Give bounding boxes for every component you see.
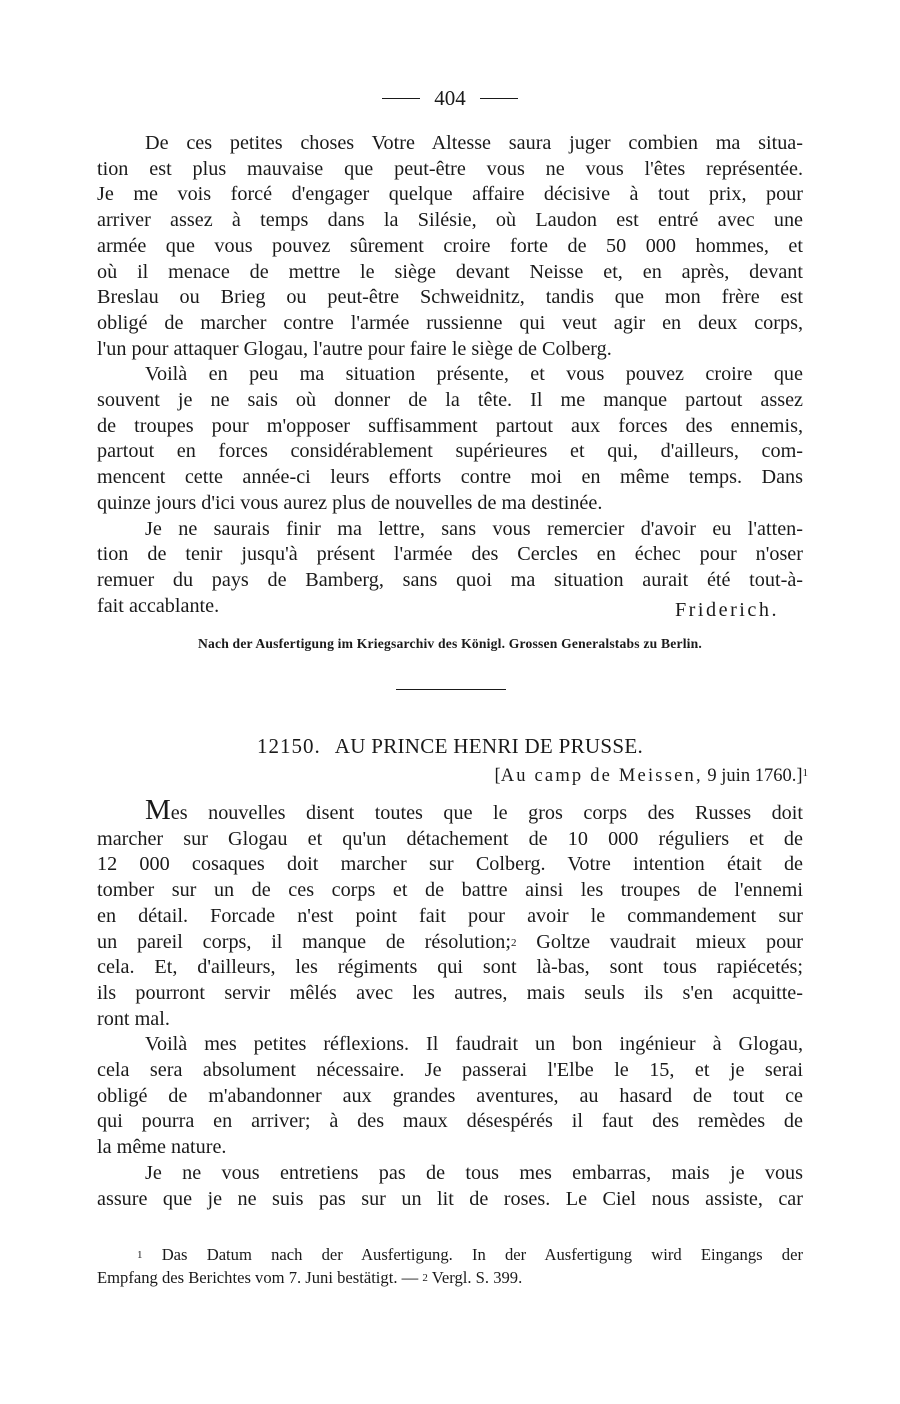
text-line	[97, 794, 803, 827]
signoff-row	[97, 594, 803, 620]
continuation-text	[97, 131, 803, 619]
text-line: où il menace de mettre le siège devant Neisse et, en après, devant	[97, 260, 803, 283]
dateline-date: 9 juin 1760.]	[702, 766, 803, 786]
text-line: tomber sur un de ces corps et de battre ainsi les troupes de l'ennemi	[97, 879, 803, 902]
text-line: cela sera absolument nécessaire. Je passerai l'Elbe le 15, et je serai	[97, 1059, 803, 1082]
text-line: arriver assez à temps dans la Silésie, où Laudon est entré avec une	[97, 209, 803, 232]
text-line: Breslau ou Brieg ou peut-être Schweidnitz, tandis que mon frère est	[97, 286, 803, 309]
letter-heading	[0, 734, 900, 759]
text-line: Je me vois forcé d'engager quelque affaire décisive à tout prix, pour	[97, 183, 803, 206]
text-line: obligé de m'abandonner aux grandes aventures, au hasard de tout ce	[97, 1084, 803, 1107]
page-header	[0, 86, 900, 111]
text-line: Je ne saurais finir ma lettre, sans vous remercier d'avoir eu l'atten-	[145, 517, 803, 540]
text-line: fait accablante.	[97, 594, 220, 617]
letter-body	[97, 794, 803, 1212]
footnote-marker: 1	[802, 767, 808, 779]
text-line: la même nature.	[97, 1136, 227, 1159]
footnote-line	[97, 1266, 803, 1289]
source-note: Nach der Ausfertigung im Kriegsarchiv des Königl. Grossen Generalstabs zu Berlin.	[197, 636, 703, 651]
footnote-marker: 2	[422, 1272, 428, 1284]
text-span: Goltze vaudrait mieux pour	[516, 930, 803, 953]
text-line: en détail. Forcade n'est point fait pour avoir le commandement sur	[97, 904, 803, 927]
text-line: de troupes pour m'opposer suffisamment partout aux forces des ennemis,	[97, 414, 803, 437]
dateline-bracket: [	[494, 766, 501, 786]
text-line: assure que je ne suis pas sur un lit de roses. Le Ciel nous assiste, car	[97, 1187, 803, 1210]
dateline-place: Au camp de Meissen,	[500, 766, 703, 786]
text-line: obligé de marcher contre l'armée russienne qui veut agir en deux corps,	[97, 311, 803, 334]
text-line: 12 000 cosaques doit marcher sur Colberg. Votre intention était de	[97, 853, 803, 876]
drop-cap: M	[145, 794, 171, 826]
text-span: un pareil corps, il manque de résolution;	[97, 930, 512, 953]
text-line: mencent cette année-ci leurs efforts contre moi en même temps. Dans	[97, 466, 803, 489]
text-line: souvent je ne sais où donner de la tête. Il me manque partout assez	[97, 389, 803, 412]
letter-number: 12150.	[257, 734, 321, 758]
text-line: ront mal.	[97, 1007, 170, 1030]
text-line: partout en forces considérablement supérieures et qui, d'ailleurs, com-	[97, 440, 803, 463]
header-dash-right	[480, 98, 518, 99]
section-divider	[396, 689, 506, 690]
text-line: remuer du pays de Bamberg, sans quoi ma situation aurait été tout-à-	[97, 568, 803, 591]
footnotes	[97, 1243, 803, 1289]
text-line: Voilà en peu ma situation présente, et vous pouvez croire que	[145, 363, 803, 386]
signature: Friderich.	[674, 598, 779, 621]
text-line: tion est plus mauvaise que peut-être vous ne vous l'êtes représentée.	[97, 157, 803, 180]
text-line: cela. Et, d'ailleurs, les régiments qui sont là-bas, sont tous rapiécetés;	[97, 956, 803, 979]
footnote-line	[97, 1243, 803, 1266]
text-span: Das Datum nach der Ausfertigung. In der Ausfertigung wird Eingangs der	[142, 1245, 803, 1264]
text-line: Je ne vous entretiens pas de tous mes embarras, mais je vous	[145, 1161, 803, 1184]
text-line: tion de tenir jusqu'à présent l'armée des Cercles en échec pour n'oser	[97, 543, 803, 566]
text-line	[97, 930, 803, 956]
dateline	[495, 766, 808, 787]
text-line: l'un pour attaquer Glogau, l'autre pour faire le siège de Colberg.	[97, 337, 612, 360]
text-span: Vergl. S. 399.	[427, 1268, 523, 1287]
text-span: es nouvelles disent toutes que le gros corps des Russes doit	[170, 802, 803, 824]
text-line: De ces petites choses Votre Altesse saura juger combien ma situa-	[145, 132, 803, 154]
text-line: ils pourront servir mêlés avec les autres, mais seuls ils s'en acquitte-	[97, 981, 803, 1004]
header-dash-left	[382, 98, 420, 99]
text-line: qui pourra en arriver; à des maux désespérés il faut des remèdes de	[97, 1110, 803, 1133]
text-line: armée que vous pouvez sûrement croire forte de 50 000 hommes, et	[97, 234, 803, 257]
text-line: marcher sur Glogau et qu'un détachement de 10 000 réguliers et de	[97, 827, 803, 850]
letter-title: AU PRINCE HENRI DE PRUSSE.	[334, 734, 643, 758]
footnote-marker: 1	[137, 1249, 143, 1261]
footnote-marker: 2	[511, 936, 517, 949]
page-number: 404	[434, 86, 466, 110]
text-line: Voilà mes petites réflexions. Il faudrait un bon ingénieur à Glogau,	[145, 1033, 803, 1056]
text-line: quinze jours d'ici vous aurez plus de nouvelles de ma destinée.	[97, 491, 603, 514]
text-span: Empfang des Berichtes vom 7. Juni bestätigt. —	[97, 1268, 423, 1287]
